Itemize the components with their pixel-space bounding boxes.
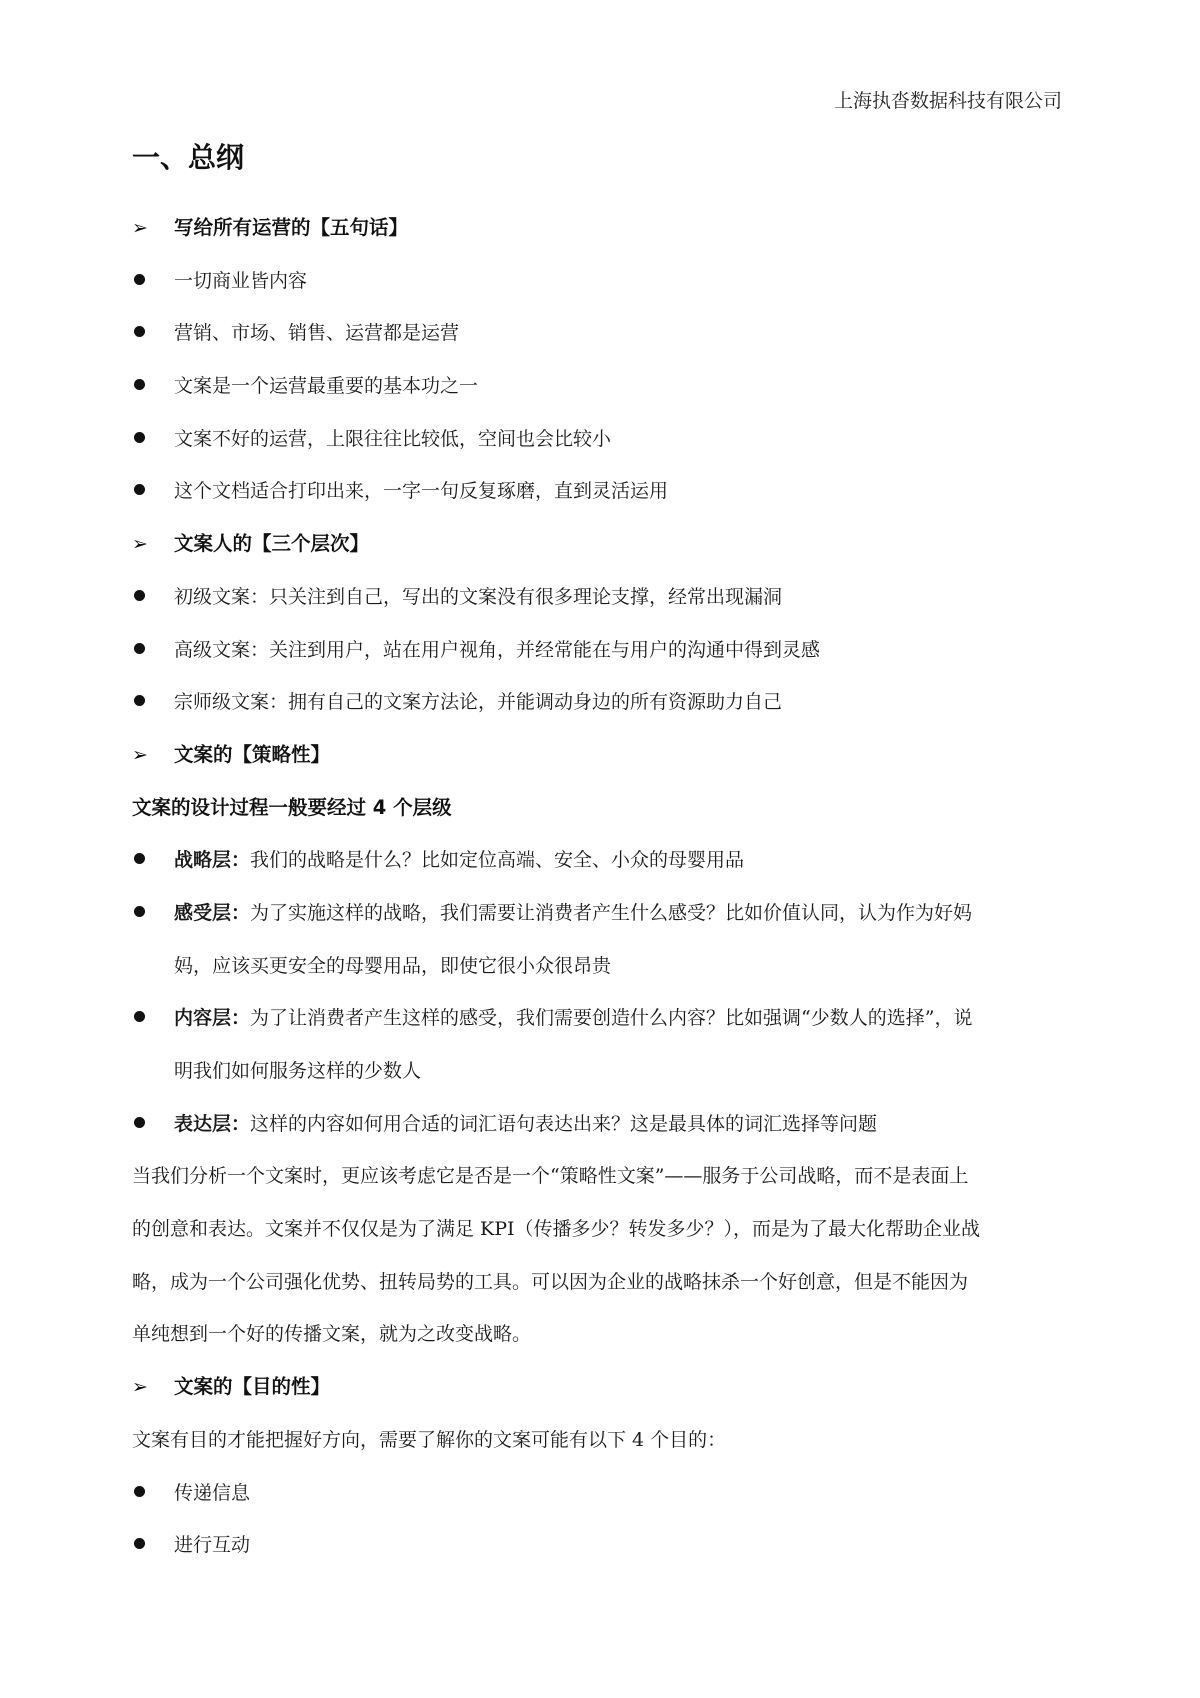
bullet-icon bbox=[132, 307, 174, 360]
list-item bbox=[132, 413, 1072, 466]
layer-text-continued: 明我们如何服务这样的少数人 bbox=[174, 1060, 422, 1082]
list-item bbox=[132, 465, 1072, 518]
paragraph-heading: 文案的设计过程一般要经过 4 个层级 bbox=[132, 795, 452, 819]
layer-text: 为了实施这样的战略，我们需要让消费者产生什么感受？比如价值认同，认为作为好妈 bbox=[250, 901, 973, 924]
layer-label: 感受层： bbox=[174, 901, 251, 924]
bullet-icon bbox=[132, 992, 174, 1045]
list-item-text: 文案是一个运营最重要的基本功之一 bbox=[174, 375, 479, 398]
list-item bbox=[132, 1519, 1072, 1572]
list-item bbox=[132, 571, 1072, 624]
list-item-text: 传递信息 bbox=[174, 1481, 251, 1504]
bullet-icon bbox=[132, 834, 174, 887]
header-company-name: 上海执沓数据科技有限公司 bbox=[833, 90, 1062, 112]
bullet-icon bbox=[132, 624, 174, 677]
list-item-text: 初级文案：只关注到自己，写出的文案没有很多理论支撑，经常出现漏洞 bbox=[174, 585, 783, 608]
list-item-text: 文案不好的运营，上限往往比较低，空间也会比较小 bbox=[174, 427, 612, 450]
list-item-text: 进行互动 bbox=[174, 1534, 251, 1557]
document-content bbox=[132, 136, 1072, 1572]
bullet-icon bbox=[132, 413, 174, 466]
arrow-bullet-icon: ➢ bbox=[132, 743, 148, 766]
list-item-layer bbox=[132, 834, 1072, 887]
bullet-icon bbox=[132, 676, 174, 729]
list-item bbox=[132, 1467, 1072, 1520]
list-item-layer bbox=[132, 992, 1072, 1045]
subsection-heading-three-levels bbox=[132, 518, 1072, 571]
layer-text: 为了让消费者产生这样的感受，我们需要创造什么内容？比如强调“少数人的选择”，说 bbox=[250, 1007, 973, 1030]
bullet-icon bbox=[132, 1098, 174, 1151]
list-item-text: 一切商业皆内容 bbox=[174, 269, 308, 292]
arrow-bullet-icon: ➢ bbox=[132, 217, 148, 239]
paragraph-line: 的创意和表达。文案并不仅仅是为了满足 KPI（传播多少？转发多少？），而是为了最大化帮助企业战 bbox=[132, 1218, 981, 1241]
arrow-bullet-icon: ➢ bbox=[132, 1376, 148, 1399]
list-item bbox=[132, 360, 1072, 413]
layer-text: 我们的战略是什么？比如定位高端、安全、小众的母婴用品 bbox=[250, 849, 745, 872]
subsection-heading-five-sentences bbox=[132, 202, 1072, 255]
paragraph-line: 单纯想到一个好的传播文案，就为之改变战略。 bbox=[132, 1323, 532, 1346]
list-item-text: 高级文案：关注到用户，站在用户视角，并经常能在与用户的沟通中得到灵感 bbox=[174, 638, 821, 661]
bullet-icon bbox=[132, 1519, 174, 1572]
list-item-layer bbox=[132, 887, 1072, 940]
subsection-heading-strategy bbox=[132, 729, 1072, 782]
bullet-icon bbox=[132, 465, 174, 518]
bullet-icon bbox=[132, 360, 174, 413]
list-item-text: 这个文档适合打印出来，一字一句反复琢磨，直到灵活运用 bbox=[174, 480, 669, 503]
section-title: 一、总纲 bbox=[132, 141, 245, 174]
list-item-layer bbox=[132, 1098, 1072, 1151]
list-item-text: 宗师级文案：拥有自己的文案方法论，并能调动身边的所有资源助力自己 bbox=[174, 691, 783, 714]
bullet-icon bbox=[132, 571, 174, 624]
layer-label: 表达层： bbox=[174, 1112, 251, 1135]
subsection-title: 文案的【策略性】 bbox=[174, 742, 331, 766]
subsection-heading-purpose bbox=[132, 1361, 1072, 1414]
paragraph-line: 略，成为一个公司强化优势、扭转局势的工具。可以因为企业的战略抹杀一个好创意，但是不能因为 bbox=[132, 1270, 969, 1293]
bullet-icon bbox=[132, 1467, 174, 1520]
subsection-title: 文案的【目的性】 bbox=[174, 1375, 331, 1399]
arrow-bullet-icon: ➢ bbox=[132, 533, 148, 556]
subsection-title: 写给所有运营的【五句话】 bbox=[174, 216, 409, 239]
layer-label: 内容层： bbox=[174, 1007, 251, 1030]
list-item-text: 营销、市场、销售、运营都是运营 bbox=[174, 322, 460, 345]
paragraph-line: 当我们分析一个文案时，更应该考虑它是否是一个“策略性文案”——服务于公司战略，而不是表面上 bbox=[132, 1165, 969, 1188]
list-item bbox=[132, 676, 1072, 729]
paragraph-line: 文案有目的才能把握好方向，需要了解你的文案可能有以下 4 个目的： bbox=[132, 1428, 727, 1451]
subsection-title: 文案人的【三个层次】 bbox=[174, 532, 370, 556]
layer-text: 这样的内容如何用合适的词汇语句表达出来？这是最具体的词汇选择等问题 bbox=[250, 1112, 878, 1135]
layer-text-continued: 妈，应该买更安全的母婴用品，即使它很小众很昂贵 bbox=[174, 954, 612, 977]
list-item bbox=[132, 307, 1072, 360]
layer-label: 战略层： bbox=[174, 849, 251, 872]
list-item bbox=[132, 255, 1072, 308]
list-item bbox=[132, 624, 1072, 677]
bullet-icon bbox=[132, 255, 174, 308]
bullet-icon bbox=[132, 887, 174, 940]
